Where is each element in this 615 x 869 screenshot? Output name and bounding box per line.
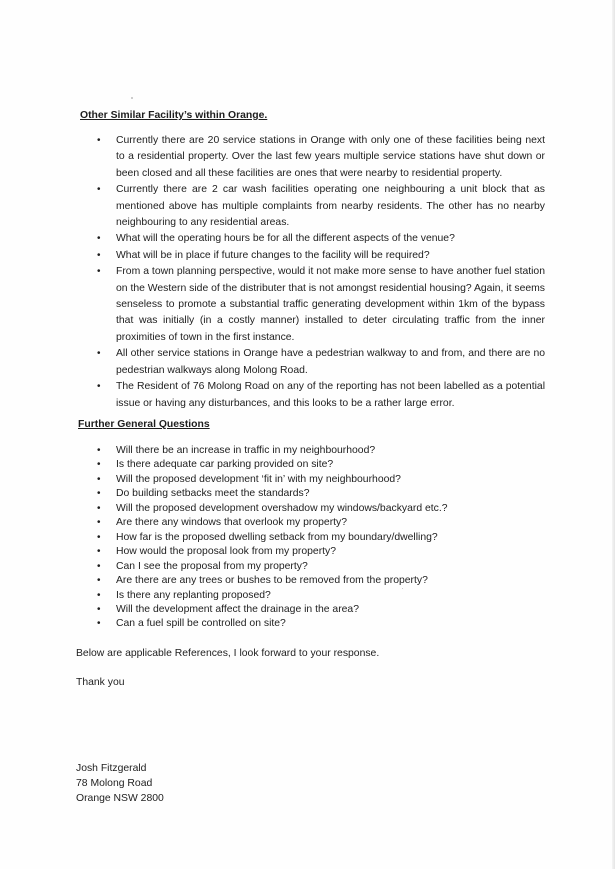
bullet-glyph: • (97, 560, 101, 572)
references-paragraph: Below are applicable References, I look forward to your response. (76, 648, 380, 659)
bullet-glyph: • (97, 618, 101, 630)
list-item-text: Will the proposed development ‘fit in’ with my neighbourhood? (116, 473, 401, 485)
bullet-glyph: • (97, 459, 101, 471)
list-item-text: Are there any windows that overlook my property? (116, 517, 348, 529)
list-item (0, 444, 545, 458)
other-facilities-list (0, 133, 545, 412)
list-item-text: How far is the proposed dwelling setback from my boundary/dwelling? (116, 531, 438, 543)
signature-block (76, 761, 164, 806)
list-item (0, 473, 545, 487)
list-item (0, 502, 545, 516)
list-item (0, 231, 545, 247)
bullet-glyph: • (97, 603, 101, 615)
list-item (0, 182, 545, 231)
signature-name: Josh Fitzgerald (76, 763, 147, 774)
list-item-text: All other service stations in Orange have a pedestrian walkway to and from, and there are no pedestrian walkways along Molong Road. (116, 348, 545, 376)
list-item-text: Will the development affect the drainage in the area? (116, 603, 359, 615)
bullet-glyph: • (97, 531, 101, 543)
bullet-glyph: • (97, 488, 101, 500)
list-item-text: The Resident of 76 Molong Road on any of the reporting has not been labelled as a potential issue or having any disturbances, and this looks to be a rather large error. (116, 381, 545, 409)
list-item-text: What will the operating hours be for all the different aspects of the venue? (116, 233, 455, 245)
bullet-glyph: • (97, 249, 101, 261)
bullet-glyph: • (97, 233, 101, 245)
list-item (0, 516, 545, 530)
list-item (0, 248, 545, 264)
list-item (0, 560, 545, 574)
list-item-text: Currently there are 2 car wash facilities operating one neighbouring a unit block that as mentioned above has multiple complaints from nearby residents. The other has no nearby neighbouring to any residential areas. (116, 184, 545, 229)
list-item-text: From a town planning perspective, would it not make more sense to have another fuel station on the Western side of the distributer that is not amongst residential housing? Again, it seems senseless to promote a substantial traffic generating development within 1km of the bypass that was initially (in a costly manner) installed to deter circulating traffic from the inner proximities of town in the first instance. (116, 266, 545, 343)
list-item-text: What will be in place if future changes to the facility will be required? (116, 249, 430, 261)
list-item-text: Will there be an increase in traffic in my neighbourhood? (116, 445, 376, 456)
list-item-text: Is there adequate car parking provided on site? (116, 459, 334, 471)
thank-you-line: Thank you (76, 677, 125, 688)
list-item-text: Is there any replanting proposed? (116, 589, 271, 601)
scan-speck (131, 97, 133, 99)
bullet-glyph: • (97, 589, 101, 601)
bullet-glyph: • (97, 517, 101, 529)
bullet-glyph: • (97, 135, 101, 146)
list-item-text: Will the proposed development overshadow my windows/backyard etc.? (116, 502, 448, 514)
list-item-text: Can I see the proposal from my property? (116, 560, 308, 572)
general-questions-list (0, 444, 545, 632)
bullet-glyph: • (97, 445, 101, 456)
list-item (0, 458, 545, 472)
bullet-glyph: • (97, 184, 101, 196)
section-heading-general-questions: Further General Questions (78, 419, 210, 430)
list-item (0, 531, 545, 545)
signature-address-street: 78 Molong Road (76, 778, 153, 789)
list-item-text: Are there are any trees or bushes to be removed from the property? (116, 575, 428, 587)
bullet-glyph: • (97, 381, 101, 393)
bullet-glyph: • (97, 266, 101, 278)
section-heading-other-facilities: Other Similar Facility’s within Orange. (80, 110, 268, 121)
list-item (0, 603, 545, 617)
list-item (0, 589, 545, 603)
bullet-glyph: • (97, 502, 101, 514)
list-item (0, 346, 545, 379)
signature-address-town: Orange NSW 2800 (76, 793, 164, 804)
bullet-glyph: • (97, 473, 101, 485)
list-item-text: Can a fuel spill be controlled on site? (116, 618, 286, 630)
list-item (0, 264, 545, 346)
list-item (0, 133, 545, 182)
bullet-glyph: • (97, 575, 101, 587)
list-item (0, 545, 545, 559)
bullet-glyph: • (97, 348, 101, 360)
list-item (0, 379, 545, 412)
list-item-text: How would the proposal look from my property? (116, 546, 337, 558)
list-item (0, 487, 545, 501)
list-item-text: Currently there are 20 service stations in Orange with only one of these facilities being next to a residential property. Over the last few years multiple service stations have shut down or been closed and all these facilities are ones that were nearby to residential property. (116, 135, 545, 179)
list-item (0, 574, 545, 588)
list-item-text: Do building setbacks meet the standards? (116, 488, 310, 500)
bullet-glyph: • (97, 546, 101, 558)
list-item (0, 617, 545, 631)
